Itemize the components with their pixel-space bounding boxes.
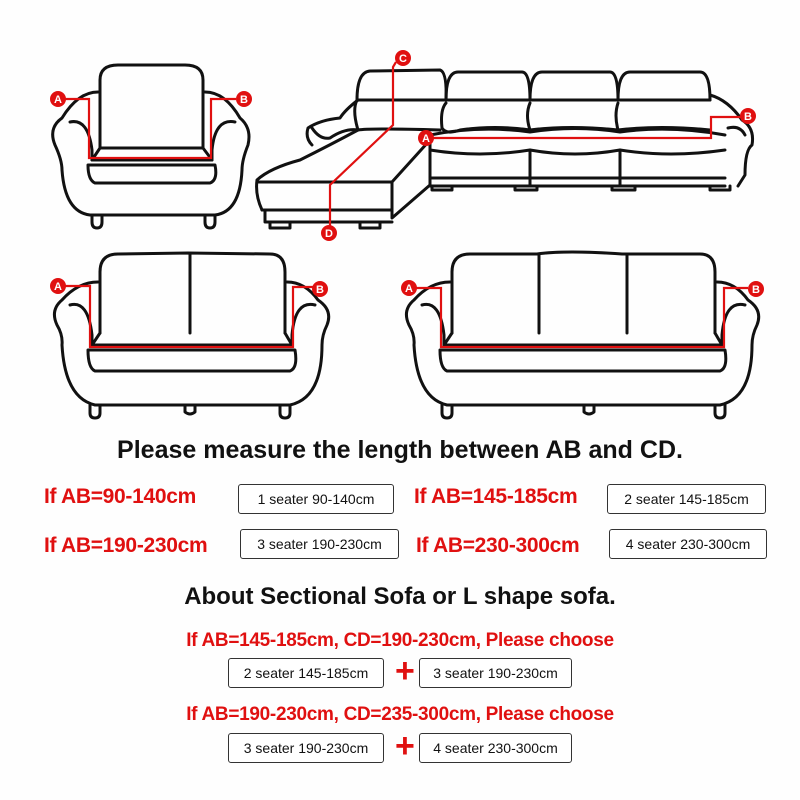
condition-2-seater: If AB=145-185cm: [414, 485, 578, 508]
sectional-rule-1-option-left[interactable]: 2 seater 145-185cm: [228, 658, 384, 688]
armchair-diagram: [53, 65, 249, 228]
marker-a: A: [405, 283, 413, 295]
marker-labels: [50, 50, 764, 297]
condition-3-seater: If AB=190-230cm: [44, 534, 208, 557]
marker-b: B: [752, 284, 760, 296]
marker-b: B: [316, 284, 324, 296]
plus-icon: +: [395, 652, 415, 690]
sectional-rule-2-option-left[interactable]: 3 seater 190-230cm: [228, 733, 384, 763]
measure-title: Please measure the length between AB and CD.: [117, 436, 683, 464]
marker-c: C: [399, 53, 407, 65]
marker-d: D: [325, 228, 333, 240]
condition-4-seater: If AB=230-300cm: [416, 534, 580, 557]
marker-b: B: [240, 94, 248, 106]
sectional-title: About Sectional Sofa or L shape sofa.: [184, 583, 616, 610]
sectional-rule-1-condition: If AB=145-185cm, CD=190-230cm, Please choose: [186, 630, 614, 651]
option-1-seater[interactable]: 1 seater 90-140cm: [238, 484, 394, 514]
loveseat-diagram: [54, 253, 328, 418]
marker-b: B: [744, 111, 752, 123]
plus-icon: +: [395, 727, 415, 765]
option-4-seater[interactable]: 4 seater 230-300cm: [609, 529, 767, 559]
marker-a: A: [54, 94, 62, 106]
condition-1-seater: If AB=90-140cm: [44, 485, 197, 508]
marker-a: A: [422, 133, 430, 145]
option-3-seater[interactable]: 3 seater 190-230cm: [240, 529, 399, 559]
three-seat-sofa-diagram: [406, 252, 758, 418]
sectional-rule-2-condition: If AB=190-230cm, CD=235-300cm, Please choose: [186, 704, 614, 725]
sectional-rule-1-option-right[interactable]: 3 seater 190-230cm: [419, 658, 572, 688]
marker-a: A: [54, 281, 62, 293]
option-2-seater[interactable]: 2 seater 145-185cm: [607, 484, 766, 514]
sectional-rule-2-option-right[interactable]: 4 seater 230-300cm: [419, 733, 572, 763]
